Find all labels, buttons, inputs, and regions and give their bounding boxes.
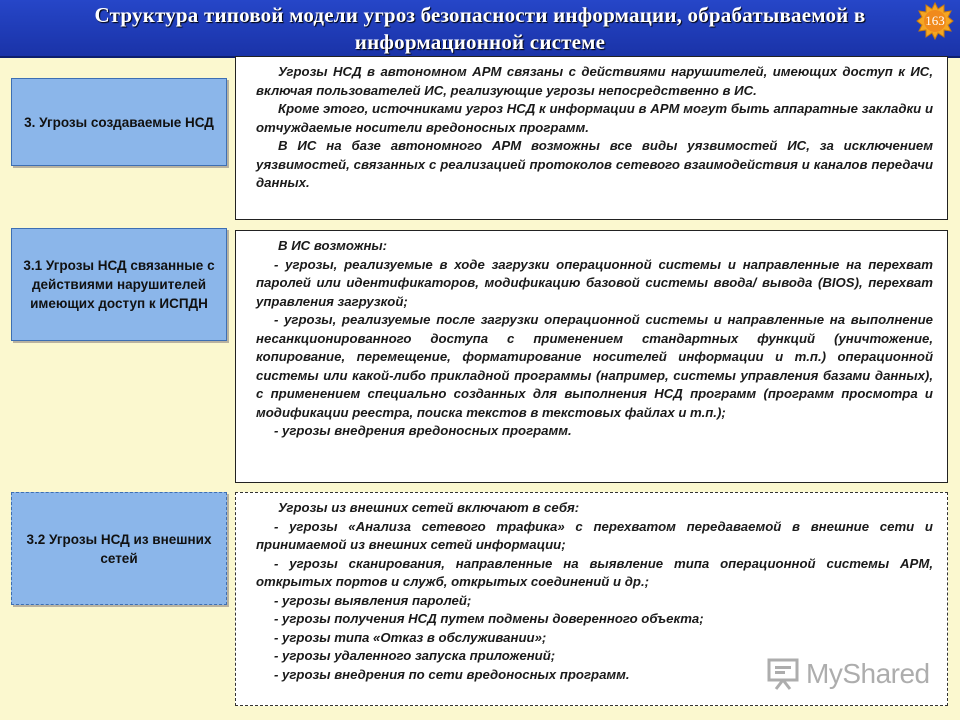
page-title-line2: информационной системе bbox=[354, 30, 606, 54]
watermark-text: MyShared bbox=[806, 658, 930, 689]
section-label-nsd: 3. Угрозы создаваемые НСД bbox=[11, 78, 227, 166]
intro-text: В ИС возможны: bbox=[278, 238, 388, 253]
page-number: 163 bbox=[925, 13, 945, 28]
list-item: - угрозы сканирования, направленные на выявление типа операционной системы АРМ, открытых портов и служб, открытых соединений и др.; bbox=[256, 555, 933, 589]
presentation-board-icon bbox=[766, 657, 800, 691]
list-item: - угрозы внедрения по сети вредоносных программ. bbox=[274, 666, 630, 682]
watermark bbox=[766, 654, 930, 694]
page-title-line1: Структура типовой модели угроз безопасности информации, обрабатываемой в bbox=[94, 3, 866, 27]
list-item: - угрозы, реализуемые в ходе загрузки операционной системы и направленные на перехват паролей или идентификаторов, модификацию базовой системы ввода/ вывода (BIOS), перехват управления загрузкой; bbox=[256, 256, 933, 309]
list-item: - угрозы типа «Отказ в обслуживании»; bbox=[274, 629, 547, 645]
list-item: - угрозы удаленного запуска приложений; bbox=[274, 648, 556, 663]
paragraph: Угрозы НСД в автономном АРМ связаны с действиями нарушителей, имеющих доступ к ИС, включая пользователей ИС, реализующие угрозы непосредственно в ИС. bbox=[256, 64, 933, 98]
page-number-badge bbox=[916, 2, 954, 40]
section-label-external: 3.2 Угрозы НСД из внешних сетей bbox=[11, 492, 227, 605]
paragraph: В ИС на базе автономного АРМ возможны все виды уязвимостей ИС, за исключением уязвимостей, связанных с реализацией протоколов сетевого взаимодействия и каналов передачи данных. bbox=[256, 138, 933, 190]
header-bar bbox=[0, 0, 960, 56]
threat-list bbox=[256, 256, 933, 441]
section-label-insiders: 3.1 Угрозы НСД связанные с действиями нарушителей имеющих доступ к ИСПДН bbox=[11, 228, 227, 341]
list-item: - угрозы выявления паролей; bbox=[274, 592, 472, 608]
page-title bbox=[0, 2, 960, 56]
section-content-nsd bbox=[235, 56, 948, 220]
list-item: - угрозы «Анализа сетевого трафика» с перехватом передаваемой в внешние сети и принимаемой из внешних сетей информации; bbox=[256, 518, 933, 552]
list-item: - угрозы получения НСД путем подмены доверенного объекта; bbox=[274, 611, 704, 626]
list-item: - угрозы, реализуемые после загрузки операционной системы и направленные на выполнение несанкционированного доступа с применением стандартных функций (уничтожение, копирование, перемещение, форматирование носителей информации и т.п.) операционной системы или какой-либо прикладной программы (например, системы управления базами данных), с применением специально созданных для выполнения НСД программ (программ просмотра и модификации реестра, поиска текстов в текстовых файлах и т.п.); bbox=[256, 312, 933, 420]
list-item: - угрозы внедрения вредоносных программ. bbox=[274, 423, 572, 438]
paragraph: Кроме этого, источниками угроз НСД к информации в АРМ могут быть аппаратные закладки и отчуждаемые носители вредоносных программ. bbox=[256, 101, 933, 135]
intro-text: Угрозы из внешних сетей включают в себя: bbox=[278, 500, 580, 515]
section-content-insiders bbox=[235, 230, 948, 483]
